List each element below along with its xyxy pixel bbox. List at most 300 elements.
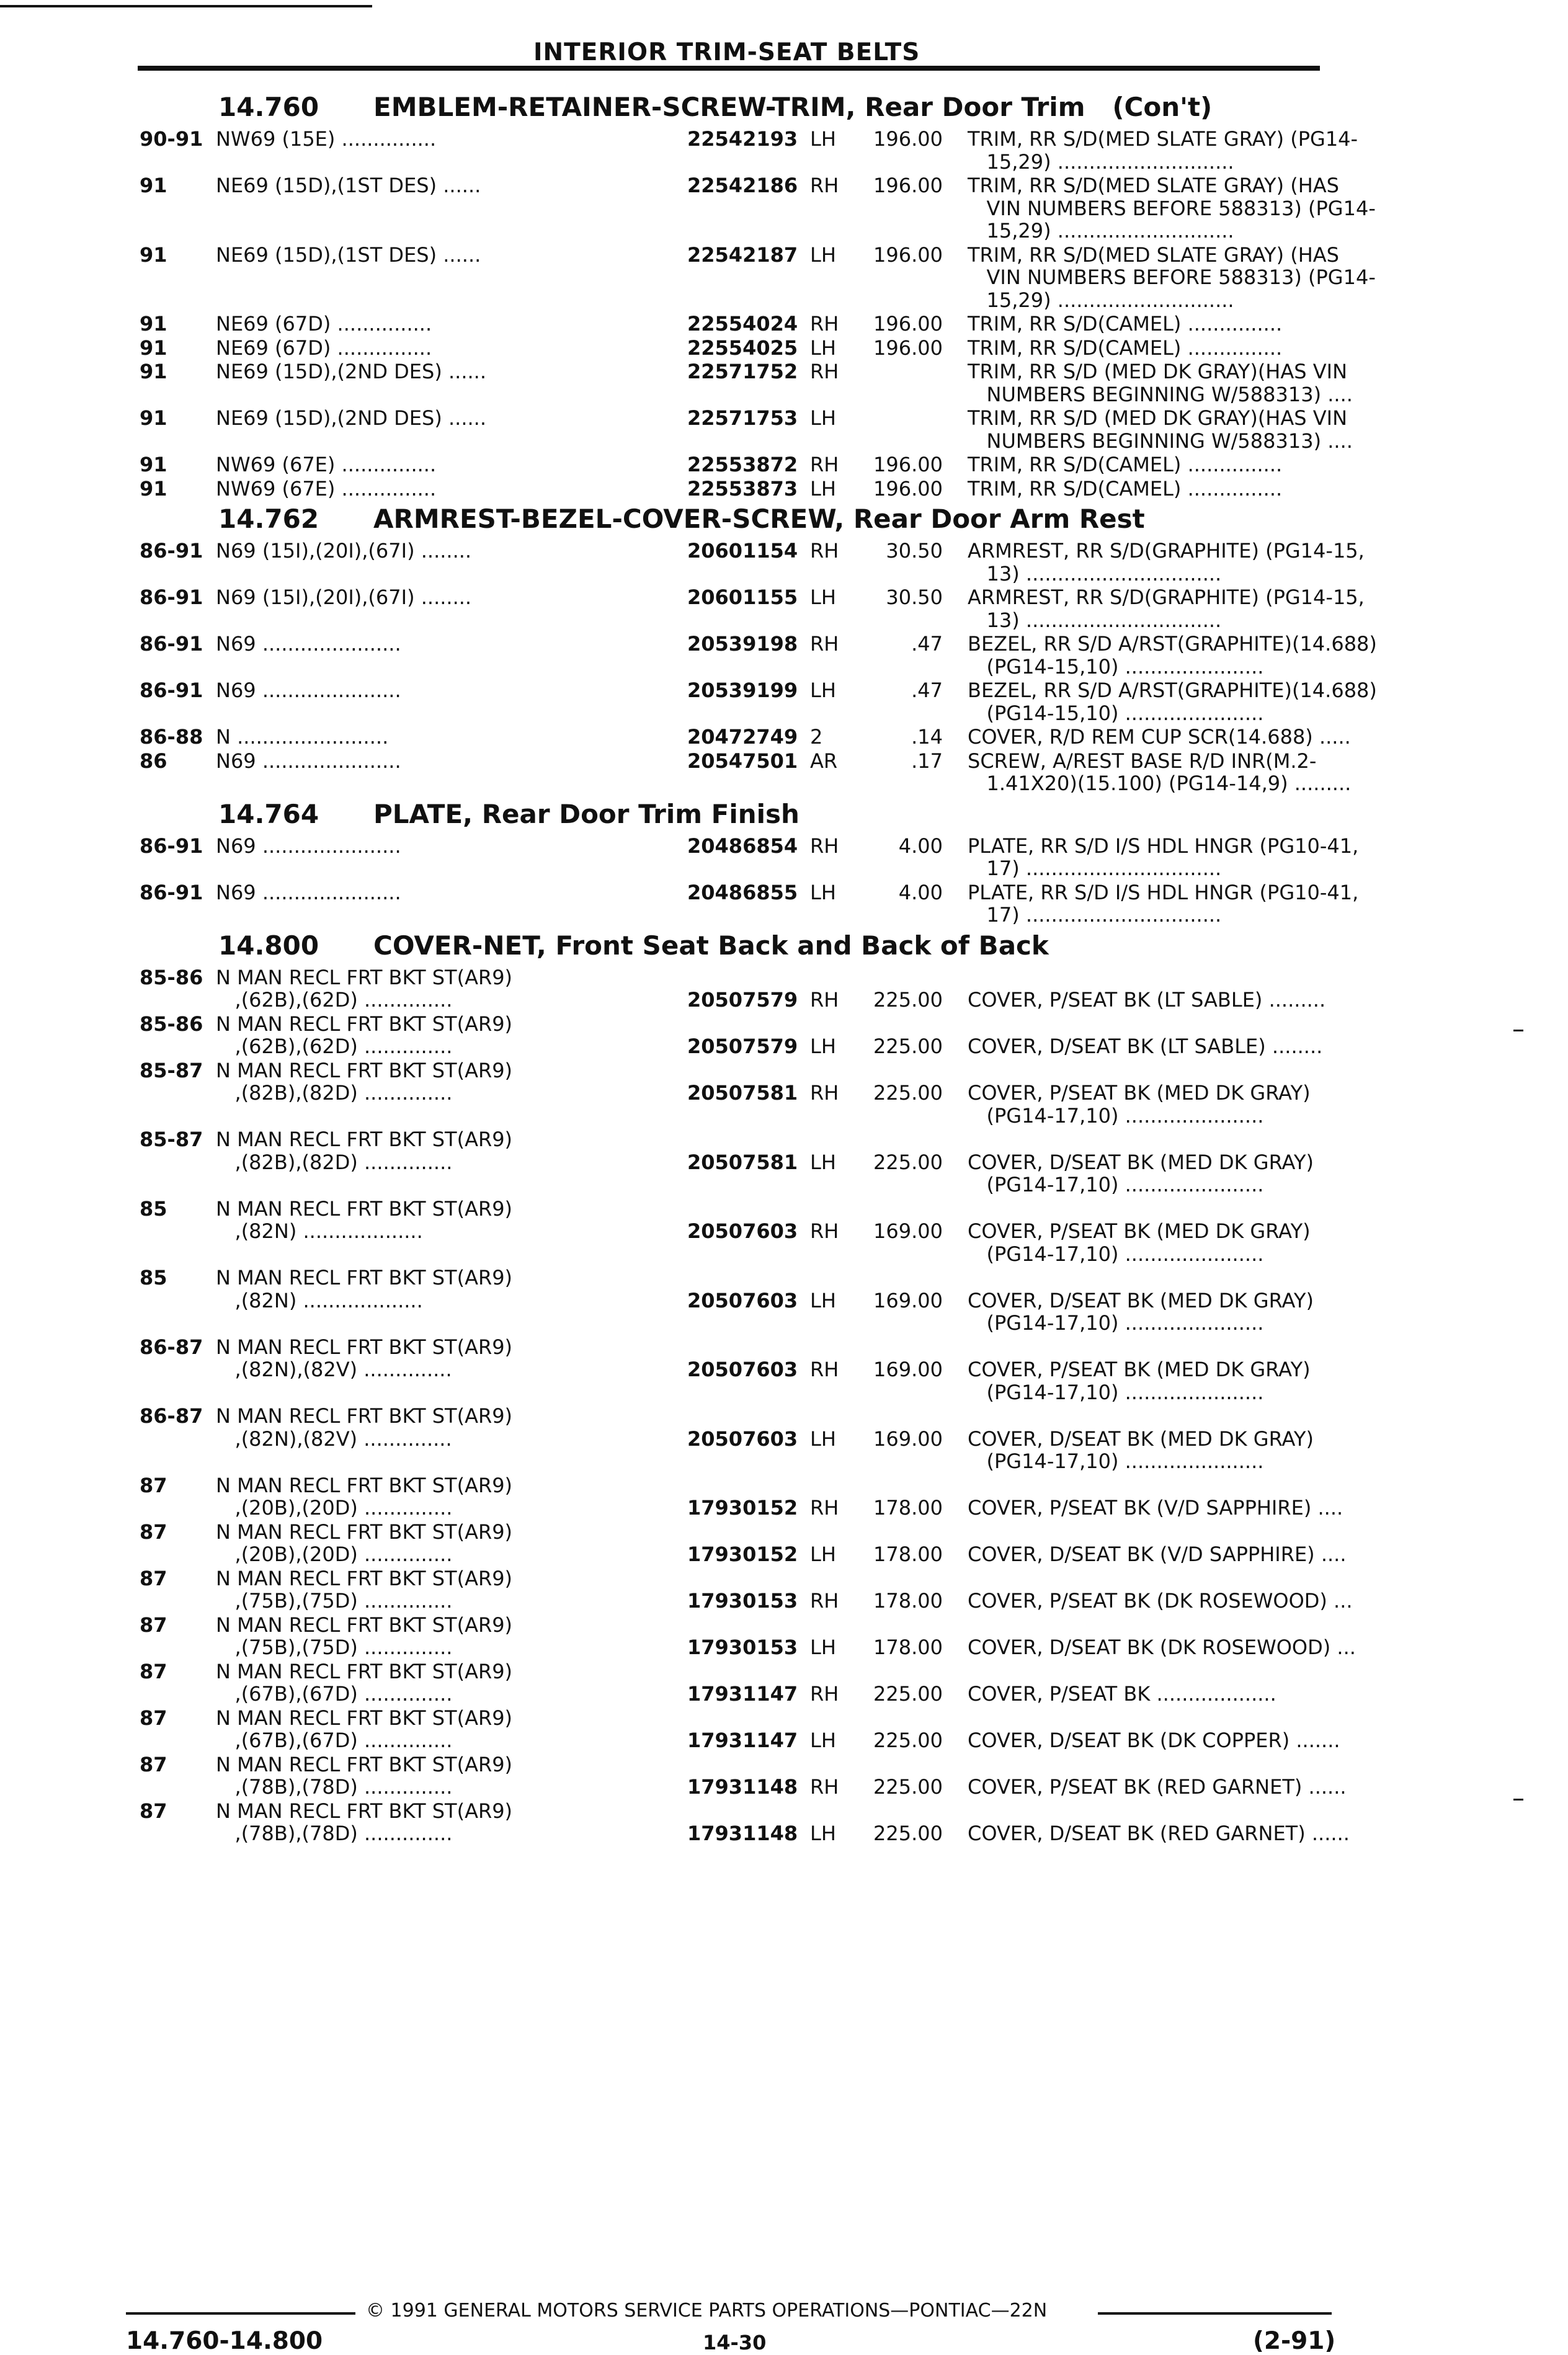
side-cell — [810, 966, 866, 1012]
price-cell — [866, 407, 968, 452]
price-cell — [866, 726, 968, 749]
model-years: 87 — [140, 1799, 167, 1823]
part-row — [140, 313, 1324, 336]
description-line: N MAN RECL FRT BKT ST(AR9) — [216, 1128, 513, 1151]
description-line: N MAN RECL FRT BKT ST(AR9) — [216, 1473, 513, 1497]
price-cell — [866, 586, 968, 631]
detail-line: SCREW, A/REST BASE R/D INR(M.2- — [968, 749, 1317, 773]
part-number-cell — [687, 1267, 810, 1335]
description-line: N69 (15I),(20I),(67I) ........ — [216, 539, 472, 563]
part-detail — [968, 453, 1324, 476]
part-number: 22542193 — [687, 127, 798, 151]
model-description — [216, 1405, 687, 1473]
description-line: N MAN RECL FRT BKT ST(AR9) — [216, 1266, 513, 1289]
description-line: N69 (15I),(20I),(67I) ........ — [216, 585, 472, 609]
description-line: ,(82N),(82V) .............. — [216, 1358, 452, 1381]
side-code: LH — [810, 1543, 836, 1566]
detail-line: 13) ............................... — [968, 561, 1222, 585]
description-line: ,(82N),(82V) .............. — [216, 1427, 452, 1451]
side-cell — [810, 1405, 866, 1473]
price: 169.00 — [873, 1219, 943, 1243]
description-line: N MAN RECL FRT BKT ST(AR9) — [216, 1520, 513, 1544]
model-years: 91 — [140, 312, 167, 336]
part-row — [140, 1613, 1356, 1659]
part-detail — [968, 1707, 1340, 1752]
price-cell — [866, 835, 968, 880]
model-description — [216, 1521, 687, 1566]
section-title: ARMREST-BEZEL-COVER-SCREW, Rear Door Arm Rest — [373, 504, 1145, 534]
detail-line: COVER, P/SEAT BK (MED DK GRAY) — [968, 1081, 1311, 1105]
detail-line — [968, 1660, 1324, 1683]
side-code: LH — [810, 406, 836, 430]
detail-line — [968, 1474, 1324, 1497]
side-code: RH — [810, 360, 839, 383]
side-cell — [810, 1614, 866, 1659]
price: 225.00 — [873, 988, 943, 1012]
price-cell — [866, 1013, 968, 1058]
description-line: N69 ...................... — [216, 679, 401, 702]
detail-line: 17) ............................... — [968, 857, 1222, 880]
detail-line: (PG14-17,10) ...................... — [968, 1449, 1264, 1473]
model-description — [216, 881, 687, 927]
price-cell — [866, 360, 968, 406]
side-code: RH — [810, 988, 839, 1012]
part-number-cell — [687, 174, 810, 243]
side-code: LH — [810, 336, 836, 360]
detail-line — [968, 1013, 1324, 1036]
part-detail — [968, 1128, 1324, 1196]
model-years: 85-86 — [140, 1012, 203, 1036]
part-number: 20486854 — [687, 834, 798, 858]
part-number: 22571752 — [687, 360, 798, 383]
side-code: RH — [810, 539, 839, 563]
detail-line: 15,29) ............................ — [968, 288, 1234, 312]
side-code: RH — [810, 174, 839, 197]
price-cell — [866, 1336, 968, 1404]
model-description — [216, 633, 687, 678]
side-code: RH — [810, 1081, 839, 1105]
part-detail — [968, 1521, 1347, 1566]
model-description — [216, 586, 687, 631]
part-number-cell — [687, 1013, 810, 1058]
price-cell — [866, 478, 968, 501]
side-code: RH — [810, 1219, 839, 1243]
model-description — [216, 966, 687, 1012]
price-cell — [866, 633, 968, 678]
part-number-cell — [687, 313, 810, 336]
detail-line: ARMREST, RR S/D(GRAPHITE) (PG14-15, — [968, 585, 1365, 609]
detail-line: TRIM, RR S/D(MED SLATE GRAY) (HAS — [968, 174, 1339, 197]
side-cell — [810, 478, 866, 501]
part-detail — [968, 360, 1353, 406]
part-number: 20486855 — [687, 880, 798, 904]
detail-line: COVER, D/SEAT BK (MED DK GRAY) — [968, 1288, 1314, 1312]
side-code: LH — [810, 880, 836, 904]
part-number-cell — [687, 453, 810, 476]
part-row — [140, 632, 1377, 679]
part-number: 22542186 — [687, 174, 798, 197]
detail-line: COVER, P/SEAT BK ................... — [968, 1682, 1276, 1706]
price-cell — [866, 453, 968, 476]
detail-line: TRIM, RR S/D(MED SLATE GRAY) (PG14- — [968, 127, 1358, 151]
side-cell — [810, 1567, 866, 1613]
part-number: 20507581 — [687, 1081, 798, 1105]
detail-line: VIN NUMBERS BEFORE 588313) (PG14- — [968, 265, 1376, 289]
part-number-cell — [687, 1567, 810, 1613]
part-number: 20507579 — [687, 1035, 798, 1058]
part-detail — [968, 539, 1365, 585]
part-row — [140, 1059, 1324, 1128]
model-description — [216, 128, 687, 173]
detail-line: COVER, D/SEAT BK (RED GARNET) ...... — [968, 1822, 1350, 1845]
part-number: 17930152 — [687, 1543, 798, 1566]
side-cell — [810, 337, 866, 360]
description-line: NE69 (15D),(2ND DES) ...... — [216, 406, 486, 430]
part-number: 22553872 — [687, 453, 798, 476]
part-number-cell — [687, 1474, 810, 1520]
description-line: NE69 (67D) ............... — [216, 336, 432, 360]
part-number: 20547501 — [687, 749, 798, 773]
part-row — [140, 1566, 1353, 1613]
part-detail — [968, 1567, 1353, 1613]
description-line: N MAN RECL FRT BKT ST(AR9) — [216, 1706, 513, 1730]
model-years: 91 — [140, 174, 167, 197]
part-number: 17931147 — [687, 1682, 798, 1706]
detail-line — [968, 1128, 1324, 1151]
description-line: N69 ...................... — [216, 632, 401, 656]
detail-line: 13) ............................... — [968, 608, 1222, 632]
part-detail — [968, 834, 1359, 880]
side-cell — [810, 1474, 866, 1520]
description-line: N MAN RECL FRT BKT ST(AR9) — [216, 1012, 513, 1036]
description-line: ,(78B),(78D) .............. — [216, 1775, 453, 1799]
detail-line — [968, 1707, 1324, 1730]
description-line: N MAN RECL FRT BKT ST(AR9) — [216, 1752, 513, 1776]
price-cell — [866, 966, 968, 1012]
part-number: 17931148 — [687, 1822, 798, 1845]
side-code: RH — [810, 1358, 839, 1381]
part-number-cell — [687, 1128, 810, 1196]
part-row — [140, 360, 1353, 406]
price-cell — [866, 1405, 968, 1473]
model-description — [216, 407, 687, 452]
side-code: LH — [810, 1636, 836, 1659]
part-number-cell — [687, 726, 810, 749]
price: .17 — [911, 749, 943, 773]
part-row — [140, 1336, 1324, 1404]
price: 169.00 — [873, 1288, 943, 1312]
detail-line — [968, 1267, 1324, 1289]
model-years: 87 — [140, 1473, 167, 1497]
side-cell — [810, 1013, 866, 1058]
side-cell — [810, 128, 866, 173]
detail-line — [968, 1753, 1324, 1776]
detail-line: NUMBERS BEGINNING W/588313) .... — [968, 429, 1353, 453]
detail-line: COVER, P/SEAT BK (MED DK GRAY) — [968, 1358, 1311, 1381]
price: .14 — [911, 725, 943, 749]
part-row — [140, 880, 1359, 927]
part-detail — [968, 313, 1324, 336]
price-cell — [866, 1128, 968, 1196]
model-years: 91 — [140, 453, 167, 476]
part-number-cell — [687, 540, 810, 585]
part-number-cell — [687, 1614, 810, 1659]
model-description — [216, 1198, 687, 1266]
part-detail — [968, 243, 1376, 312]
detail-line: BEZEL, RR S/D A/RST(GRAPHITE)(14.688) — [968, 679, 1377, 702]
side-code: RH — [810, 1589, 839, 1613]
price: 225.00 — [873, 1822, 943, 1845]
part-detail — [968, 1800, 1350, 1845]
part-row — [140, 585, 1365, 632]
part-detail — [968, 1660, 1324, 1706]
description-line: NE69 (15D),(2ND DES) ...... — [216, 360, 486, 383]
part-detail — [968, 174, 1376, 243]
part-number: 20507579 — [687, 988, 798, 1012]
part-detail — [968, 1336, 1324, 1404]
part-number: 22571753 — [687, 406, 798, 430]
price: .47 — [911, 679, 943, 702]
description-line: N MAN RECL FRT BKT ST(AR9) — [216, 1335, 513, 1359]
top-edge-rule — [0, 5, 372, 7]
model-description — [216, 313, 687, 336]
section-heading — [140, 504, 1324, 540]
section-number: 14.764 — [218, 798, 319, 829]
side-cell — [810, 726, 866, 749]
part-number: 20601154 — [687, 539, 798, 563]
part-number-cell — [687, 1753, 810, 1799]
side-code: LH — [810, 1822, 836, 1845]
part-row — [140, 1706, 1340, 1752]
side-cell — [810, 881, 866, 927]
description-line: N MAN RECL FRT BKT ST(AR9) — [216, 1196, 513, 1221]
part-detail — [968, 478, 1324, 501]
description-line: ,(75B),(75D) .............. — [216, 1589, 453, 1613]
part-row — [140, 127, 1358, 174]
part-detail — [968, 1474, 1343, 1520]
detail-line: COVER, P/SEAT BK (RED GARNET) ...... — [968, 1775, 1347, 1799]
model-description — [216, 1567, 687, 1613]
description-line: ,(82B),(82D) .............. — [216, 1081, 453, 1105]
side-cell — [810, 750, 866, 795]
part-number-cell — [687, 244, 810, 312]
price-cell — [866, 1707, 968, 1752]
description-line: N MAN RECL FRT BKT ST(AR9) — [216, 1404, 513, 1428]
model-description — [216, 1474, 687, 1520]
price: 178.00 — [873, 1496, 943, 1520]
price: 225.00 — [873, 1035, 943, 1058]
detail-line: COVER, R/D REM CUP SCR(14.688) ..... — [968, 725, 1351, 749]
detail-line — [968, 1521, 1324, 1544]
price: 196.00 — [873, 476, 943, 501]
model-description — [216, 244, 687, 312]
part-number: 17930153 — [687, 1589, 798, 1613]
parts-catalog-content — [140, 88, 1377, 1846]
part-number: 17930153 — [687, 1636, 798, 1659]
model-years: 87 — [140, 1752, 167, 1776]
detail-line: PLATE, RR S/D I/S HDL HNGR (PG10-41, — [968, 880, 1359, 904]
part-row — [140, 539, 1365, 585]
model-description — [216, 360, 687, 406]
part-number: 22554024 — [687, 312, 798, 336]
price: 225.00 — [873, 1150, 943, 1174]
part-row — [140, 243, 1376, 312]
detail-line: (PG14-17,10) ...................... — [968, 1380, 1264, 1404]
part-row — [140, 679, 1377, 725]
description-line: ,(78B),(78D) .............. — [216, 1822, 453, 1845]
detail-line: TRIM, RR S/D (MED DK GRAY)(HAS VIN — [968, 360, 1347, 383]
detail-line — [968, 1059, 1324, 1082]
detail-line: COVER, P/SEAT BK (LT SABLE) ......... — [968, 988, 1326, 1012]
side-code: LH — [810, 1150, 836, 1174]
price: 196.00 — [873, 336, 943, 360]
description-line: N69 ...................... — [216, 880, 401, 904]
part-row — [140, 337, 1324, 360]
description-line: ,(62B),(62D) .............. — [216, 1035, 453, 1058]
part-detail — [968, 679, 1377, 725]
detail-line: VIN NUMBERS BEFORE 588313) (PG14- — [968, 196, 1376, 220]
price: 196.00 — [873, 127, 943, 151]
model-description — [216, 1753, 687, 1799]
description-line: ,(20B),(20D) .............. — [216, 1496, 453, 1520]
model-description — [216, 1267, 687, 1335]
side-cell — [810, 1336, 866, 1404]
price-cell — [866, 1567, 968, 1613]
section-title: PLATE, Rear Door Trim Finish — [373, 798, 800, 829]
description-line: N ........................ — [216, 725, 389, 749]
description-line: N MAN RECL FRT BKT ST(AR9) — [216, 1613, 513, 1637]
part-row — [140, 834, 1359, 880]
side-cell — [810, 1800, 866, 1845]
part-number-cell — [687, 966, 810, 1012]
model-years: 87 — [140, 1520, 167, 1544]
part-row — [140, 1752, 1347, 1799]
side-cell — [810, 360, 866, 406]
model-years: 86 — [140, 749, 167, 773]
part-detail — [968, 632, 1377, 679]
model-description — [216, 1614, 687, 1659]
model-description — [216, 540, 687, 585]
part-number-cell — [687, 1800, 810, 1845]
side-cell — [810, 679, 866, 724]
part-number-cell — [687, 1660, 810, 1706]
model-description — [216, 337, 687, 360]
part-number-cell — [687, 586, 810, 631]
model-years: 87 — [140, 1706, 167, 1730]
model-description — [216, 478, 687, 501]
detail-line: (PG14-17,10) ...................... — [968, 1242, 1264, 1266]
price-cell — [866, 1614, 968, 1659]
price-cell — [866, 337, 968, 360]
side-code: LH — [810, 1035, 836, 1058]
side-cell — [810, 313, 866, 336]
price: 30.50 — [886, 539, 943, 563]
price: .47 — [911, 632, 943, 656]
description-line: NW69 (67E) ............... — [216, 476, 437, 501]
side-cell — [810, 633, 866, 678]
side-cell — [810, 174, 866, 243]
part-number: 17931148 — [687, 1775, 798, 1799]
description-line: N MAN RECL FRT BKT ST(AR9) — [216, 1659, 513, 1683]
part-detail — [968, 1198, 1324, 1266]
footer-rule-left — [126, 2312, 355, 2315]
part-number-cell — [687, 633, 810, 678]
side-cell — [810, 244, 866, 312]
side-code: RH — [810, 1496, 839, 1520]
price: 196.00 — [873, 243, 943, 267]
section-heading — [140, 930, 1324, 966]
detail-line: TRIM, RR S/D(CAMEL) ............... — [968, 312, 1283, 336]
detail-line: TRIM, RR S/D(CAMEL) ............... — [968, 453, 1283, 476]
detail-line: TRIM, RR S/D(CAMEL) ............... — [968, 336, 1283, 360]
side-code: RH — [810, 1775, 839, 1799]
price: 196.00 — [873, 312, 943, 336]
price-cell — [866, 244, 968, 312]
model-years: 85-87 — [140, 1058, 203, 1082]
section-title: EMBLEM-RETAINER-SCREW-TRIM, Rear Door Trim (Con't) — [373, 92, 1213, 122]
section-number: 14.762 — [218, 504, 319, 534]
detail-line: COVER, P/SEAT BK (V/D SAPPHIRE) .... — [968, 1496, 1343, 1520]
description-line: ,(67B),(67D) .............. — [216, 1682, 453, 1706]
side-code: LH — [810, 585, 836, 609]
margin-mark — [1513, 1799, 1523, 1801]
part-number: 22553873 — [687, 476, 798, 501]
detail-line — [968, 1800, 1324, 1823]
part-number-cell — [687, 478, 810, 501]
side-code: 2 — [810, 725, 823, 749]
model-description — [216, 174, 687, 243]
part-detail — [968, 749, 1352, 795]
part-row — [140, 749, 1352, 795]
part-number: 20507603 — [687, 1288, 798, 1312]
page-number: 14-30 — [703, 2331, 767, 2354]
detail-line: COVER, D/SEAT BK (V/D SAPPHIRE) .... — [968, 1543, 1347, 1566]
detail-line: PLATE, RR S/D I/S HDL HNGR (PG10-41, — [968, 834, 1359, 858]
detail-line: COVER, D/SEAT BK (DK ROSEWOOD) ... — [968, 1636, 1356, 1659]
part-detail — [968, 1405, 1324, 1473]
model-years: 87 — [140, 1659, 167, 1683]
margin-mark — [1513, 1030, 1523, 1031]
model-years: 86-87 — [140, 1335, 203, 1359]
side-code: AR — [810, 749, 838, 773]
description-line: NE69 (15D),(1ST DES) ...... — [216, 174, 481, 197]
part-row — [140, 1799, 1350, 1845]
part-row — [140, 725, 1351, 749]
price: 225.00 — [873, 1081, 943, 1105]
part-number-cell — [687, 1198, 810, 1266]
price: 178.00 — [873, 1589, 943, 1613]
section-heading — [140, 799, 1324, 835]
part-number-cell — [687, 337, 810, 360]
side-cell — [810, 407, 866, 452]
price-cell — [866, 1660, 968, 1706]
price-cell — [866, 1474, 968, 1520]
model-description — [216, 726, 687, 749]
side-cell — [810, 1660, 866, 1706]
model-years: 91 — [140, 243, 167, 267]
detail-line — [968, 1614, 1324, 1637]
part-row — [140, 1660, 1324, 1706]
detail-line: (PG14-17,10) ...................... — [968, 1311, 1264, 1335]
price: 178.00 — [873, 1636, 943, 1659]
model-years: 91 — [140, 406, 167, 430]
part-number-cell — [687, 1059, 810, 1128]
description-line: ,(75B),(75D) .............. — [216, 1636, 453, 1659]
part-number: 17930152 — [687, 1496, 798, 1520]
detail-line: COVER, P/SEAT BK (DK ROSEWOOD) ... — [968, 1589, 1353, 1613]
footer-rule-right — [1098, 2312, 1332, 2315]
part-number-cell — [687, 835, 810, 880]
